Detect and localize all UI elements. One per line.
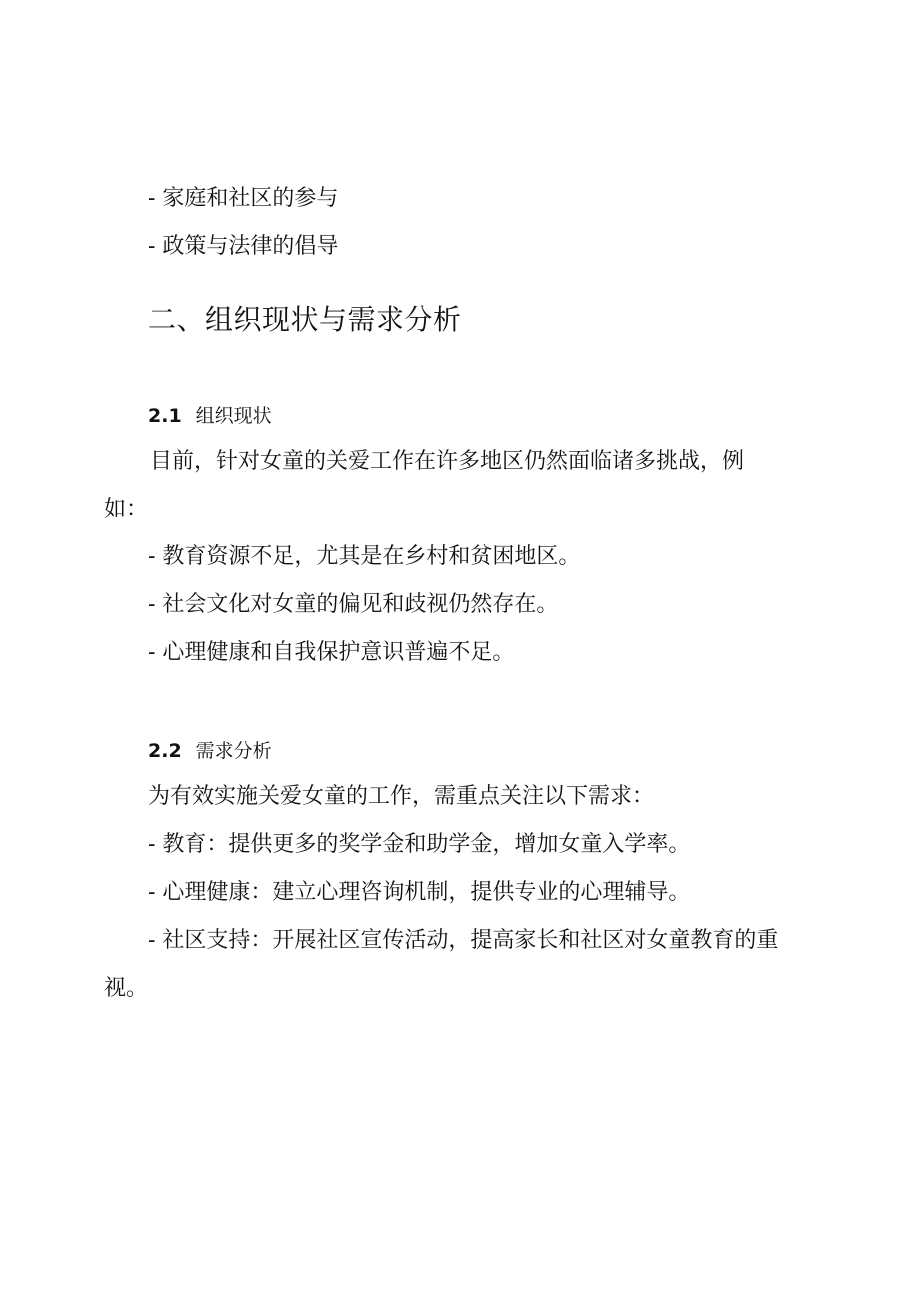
list-item: - 心理健康和自我保护意识普遍不足。 [148,640,515,665]
subsection-title: 组织现状 [195,405,272,427]
paragraph-line: 为有效实施关爱女童的工作，需重点关注以下需求： [148,784,655,809]
paragraph-line: 如： [104,497,149,522]
subsection-heading [148,403,272,429]
subsection-number: 2.2 [148,740,182,762]
subsection-heading [148,738,272,764]
list-item: - 家庭和社区的参与 [148,186,339,211]
list-item: - 政策与法律的倡导 [148,234,339,259]
list-item: - 社区支持：开展社区宣传活动，提高家长和社区对女童教育的重 [148,928,779,953]
section-heading: 二、组织现状与需求分析 [148,303,462,336]
list-item: - 社会文化对女童的偏见和歧视仍然存在。 [148,592,559,617]
list-item: - 教育：提供更多的奖学金和助学金，增加女童入学率。 [148,832,691,857]
list-item: - 教育资源不足，尤其是在乡村和贫困地区。 [148,544,581,569]
list-item-continuation: 视。 [104,976,149,1001]
subsection-title: 需求分析 [195,740,272,762]
subsection-number: 2.1 [148,405,182,427]
paragraph-line: 目前，针对女童的关爱工作在许多地区仍然面临诸多挑战，例 [150,449,745,474]
list-item: - 心理健康：建立心理咨询机制，提供专业的心理辅导。 [148,880,691,905]
